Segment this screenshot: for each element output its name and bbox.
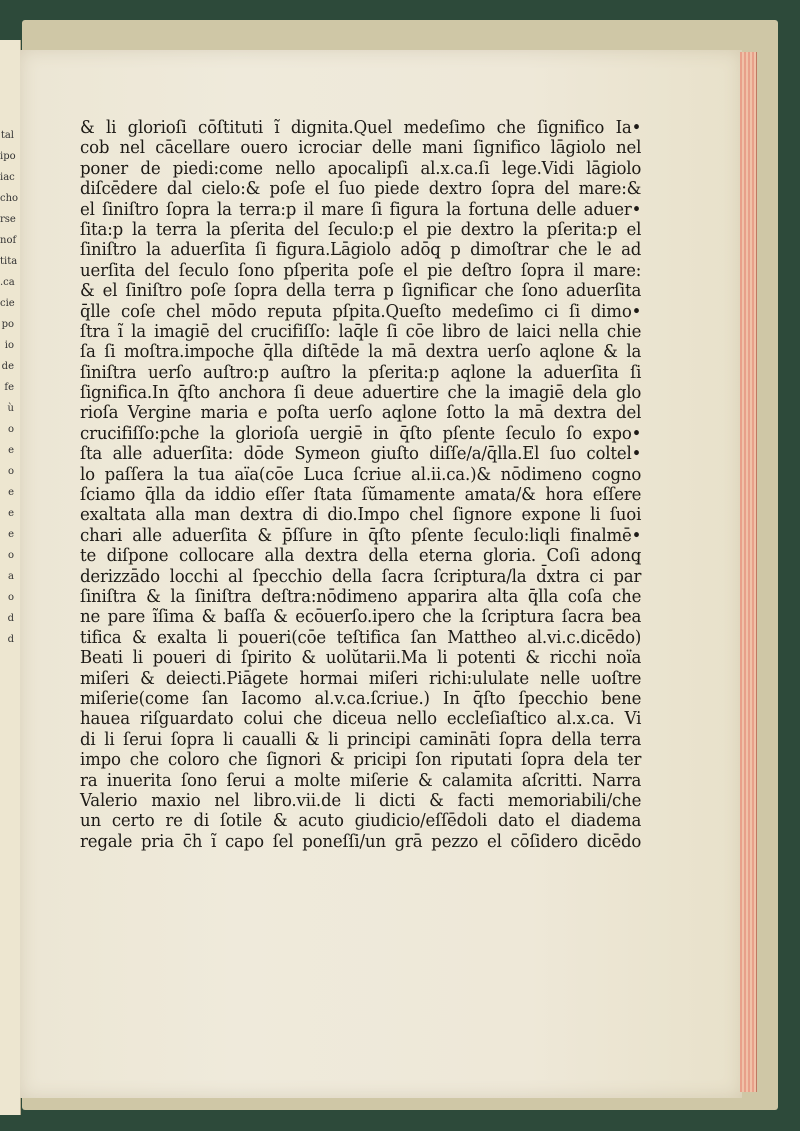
- text-line: Valerio maxio nel libro.vii.de li dicti & facti memoriabili/che: [80, 789, 642, 811]
- text-line: crucifiſſo:pche la glorioſa uergiē in q̄ſto pſente ſeculo ſo expo•: [80, 422, 642, 444]
- margin-fragment: tal: [0, 130, 14, 141]
- margin-fragment: .ca: [0, 277, 15, 288]
- margin-fragment: po: [1, 319, 14, 330]
- text-line: ne pare ĩſima & baſſa & ecōuerſo.ipero che la ſcriptura ſacra bea: [80, 606, 642, 628]
- text-line: derizzādo locchi al ſpecchio della ſacra ſcriptura/la d̄xtra ci par: [80, 565, 642, 587]
- text-line: ſiniſtra & la ſiniſtra deſtra:nōdimeno apparira alta q̄lla coſa che: [80, 585, 642, 607]
- text-line: te diſpone collocare alla dextra della eterna gloria. Coſi adonq̧: [80, 545, 642, 567]
- text-line: q̄lle coſe chel mōdo reputa pſpita.Queſto medeſimo ci ſi dimo•: [80, 300, 642, 322]
- margin-fragment: tita: [0, 256, 18, 267]
- margin-fragment: e: [8, 445, 14, 456]
- margin-fragment: o: [7, 466, 14, 477]
- text-line: ſa ſi moſtra.impoche q̄lla diſtēde la mā dextra uerſo aqlone & la: [80, 341, 642, 363]
- text-line: chari alle aduerſita & p̄ſſure in q̄ſto pſente ſeculo:liqli finalmē•: [80, 524, 642, 546]
- margin-fragment: o: [7, 550, 14, 561]
- margin-fragment: ipo: [0, 151, 16, 162]
- text-line: regale pria c̄h ĩ capo ſel poneſſi/un grā pezzo el cōſidero dicēdo: [80, 830, 642, 852]
- text-line: Beati li poueri di ſpirito & uolŭtarii.Ma li potenti & ricchi noïa: [80, 647, 642, 669]
- margin-fragment: nof: [0, 235, 17, 246]
- margin-fragment: d: [7, 634, 14, 645]
- text-line: uerſita del ſeculo ſono pſperita poſe el pie deſtro ſopra il mare:: [80, 259, 642, 281]
- margin-fragment: fe: [4, 382, 14, 393]
- text-line: cob nel cācellare ouero icrociar delle mani ſignifico lāgiolo nel: [80, 137, 642, 159]
- text-line: ra inuerita ſono ſerui a molte miſerie & calamita aſcritti. Narra: [80, 769, 642, 791]
- margin-fragment: o: [7, 424, 14, 435]
- margin-fragment: e: [8, 487, 14, 498]
- margin-fragment: a: [8, 571, 14, 582]
- text-block: [80, 118, 642, 852]
- text-line: ſta alle aduerſita: dōde Symeon giuſto diſſe/a/q̄lla.El ſuo coltel•: [80, 443, 642, 465]
- margin-fragment: ù: [7, 403, 14, 414]
- text-line: impo che coloro che ſignori & pricipi ſon riputati ſopra dela ter: [80, 749, 642, 771]
- text-line: ſtra ĩ la imagiē del crucifiſſo: laq̄le ſi cōe libro de laici nella chie: [80, 320, 642, 342]
- text-line: lo paſſera la tua aïa(cōe Luca ſcriue al.ii.ca.)& nōdimeno cogno: [80, 463, 642, 485]
- margin-fragment: e: [8, 508, 14, 519]
- text-line: ſiniſtra uerſo auſtro:p auſtro la pſerita:p aqlone la aduerſita ſi: [80, 361, 642, 383]
- margin-fragment: d: [7, 613, 14, 624]
- text-line: exaltata alla man dextra di dio.Impo chel ſignore expone li ſuoi: [80, 504, 642, 526]
- text-line: ſciamo q̄lla da iddio eſſer ſtata ſŭmamente amata/& hora eſſere: [80, 484, 642, 506]
- text-line: ſita:p la terra la pſerita del ſeculo:p el pie dextro la pſerita:p el: [80, 218, 642, 240]
- text-line: di li ſerui ſopra li caualli & li principi camināti ſopra della terra: [80, 728, 642, 750]
- margin-fragment: io: [4, 340, 14, 351]
- margin-fragment: iac: [0, 172, 15, 183]
- text-line: un certo re di ſotile & acuto giudicio/eſſēdoli dato el diadema: [80, 810, 642, 832]
- page-fore-edge: [740, 52, 756, 1092]
- text-line: el ſiniſtro ſopra la terra:p il mare ſi figura la fortuna delle aduer•: [80, 198, 642, 220]
- text-line: miſerie(come ſan Iacomo al.v.ca.ſcriue.) In q̄ſto ſpecchio bene: [80, 687, 642, 709]
- margin-fragment: cie: [0, 298, 15, 309]
- text-line: hauea riſguardato colui che diceua nello eccleſiaſtico al.x.ca. Vi: [80, 708, 642, 730]
- margin-fragment: rse: [0, 214, 16, 225]
- margin-fragment: cho: [0, 193, 19, 204]
- text-line: tifica & exalta li poueri(cōe teſtifica ſan Mattheo al.vi.c.dicēdo): [80, 626, 642, 648]
- text-line: poner de piedi:come nello apocalipſi al.x.ca.ſi lege.Vidi lāgiolo: [80, 157, 642, 179]
- text-line: & el ſiniſtro poſe ſopra della terra p ſignificar che ſono aduerſita: [80, 280, 642, 302]
- text-line: rioſa Vergine maria e poſta uerſo aqlone ſotto la mā dextra del: [80, 402, 642, 424]
- text-line: ſignifica.In q̄ſto anchora ſi deue aduertire che la imagiē dela glo: [80, 382, 642, 404]
- margin-fragment: o: [7, 592, 14, 603]
- text-line: ſiniſtro la aduerſita ſi figura.Lāgiolo adōq̧ p dimoſtrar che le ad: [80, 239, 642, 261]
- text-line: & li glorioſi cōſtituti ĩ dignita.Quel medeſimo che ſignifico Ia•: [80, 117, 642, 138]
- margin-fragment: e: [8, 529, 14, 540]
- facing-page-edge: [0, 40, 21, 1115]
- margin-fragment: de: [1, 361, 14, 372]
- text-line: miſeri & deiecti.Piāgete hormai miſeri richi:ululate nelle uoſtre: [80, 667, 642, 689]
- text-line: diſcēdere dal cielo:& poſe el ſuo piede dextro ſopra del mare:&: [80, 178, 642, 200]
